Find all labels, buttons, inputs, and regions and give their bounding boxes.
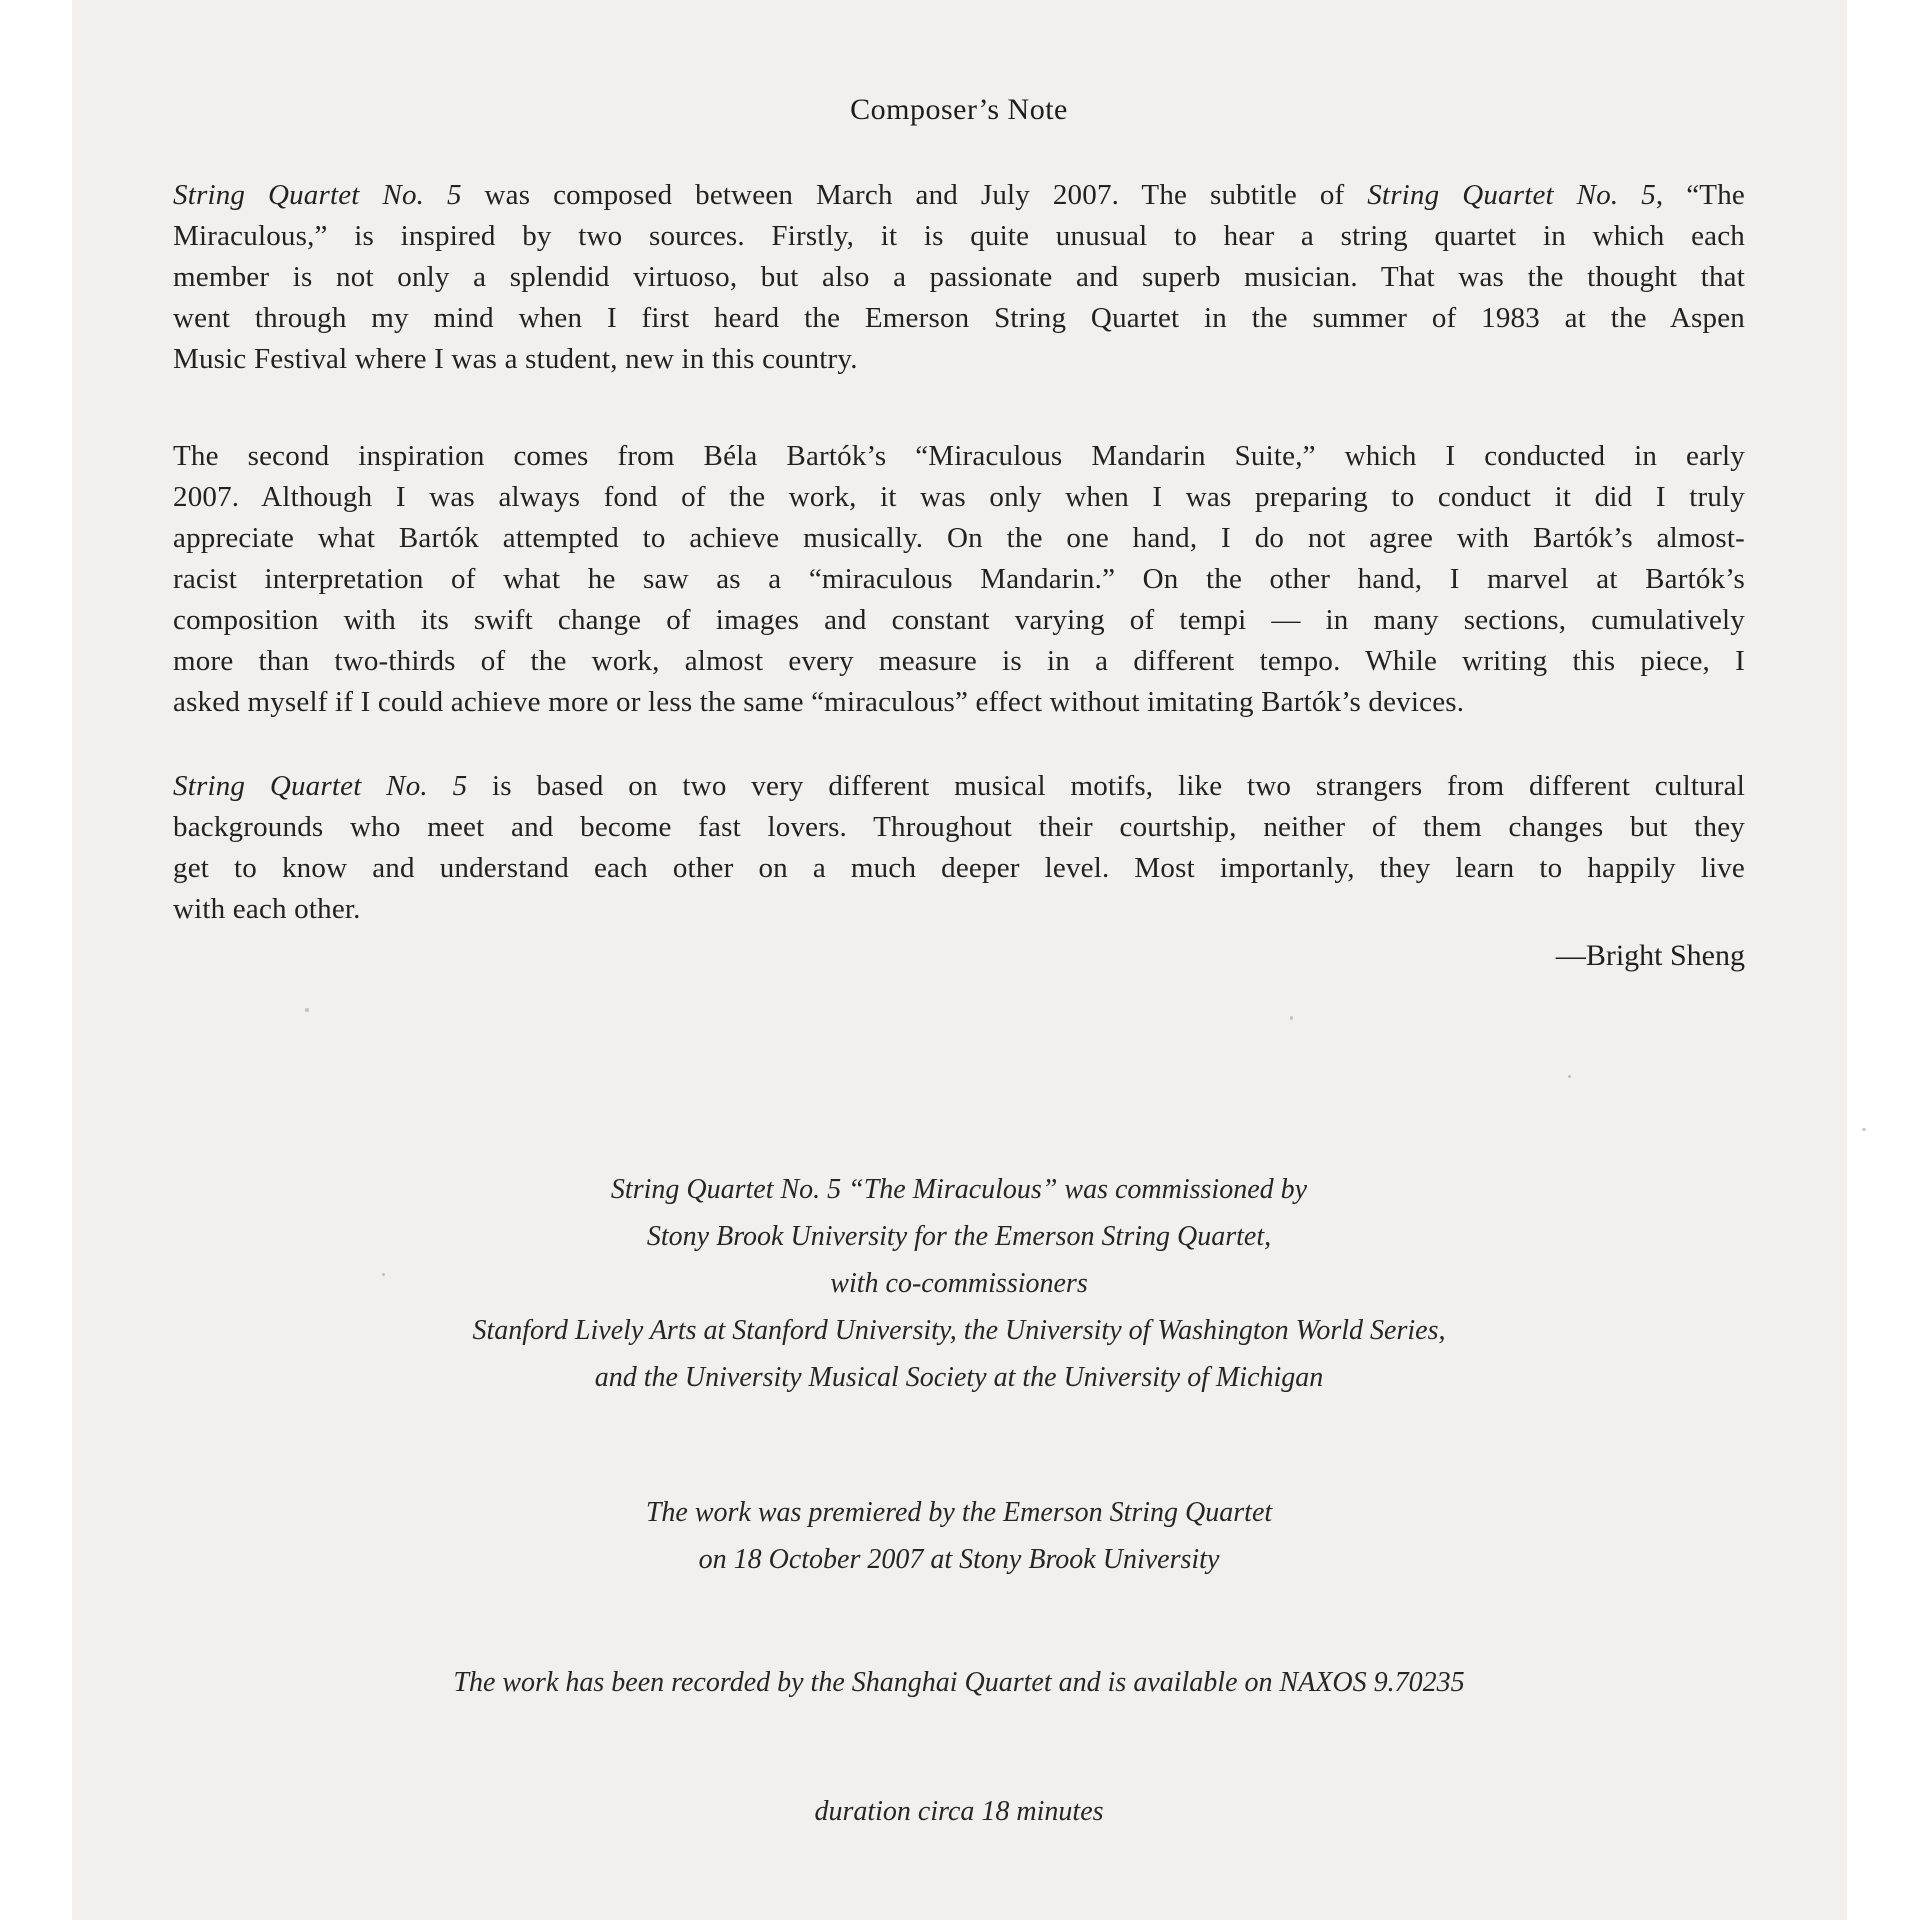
text-line: asked myself if I could achieve more or less the same “miraculous” effect without imitating Bartók’s devices. (173, 686, 1465, 718)
composer-note-paragraph-1 (173, 175, 1745, 380)
credit-line: with co-commissioners (830, 1268, 1088, 1299)
credit-line: String Quartet No. 5 “The Miraculous” was commissioned by (610, 1174, 1308, 1205)
credit-line: Stony Brook University for the Emerson String Quartet, (646, 1221, 1272, 1252)
page-title: Composer’s Note (850, 93, 1068, 126)
text-line: backgrounds who meet and become fast lovers. Throughout their courtship, neither of them changes but they (173, 811, 1745, 843)
scan-speck (1568, 1075, 1571, 1078)
text-line: racist interpretation of what he saw as a “miraculous Mandarin.” On the other hand, I marvel at Bartók’s (173, 563, 1745, 595)
text-line: with each other. (173, 893, 361, 925)
text-line: more than two-thirds of the work, almost every measure is in a different tempo. While writing this piece, I (173, 645, 1745, 677)
premiere-line: The work was premiered by the Emerson String Quartet (645, 1497, 1273, 1528)
text-line: String Quartet No. 5 is based on two very different musical motifs, like two strangers from different cultural (173, 770, 1745, 802)
text-line: String Quartet No. 5 was composed between March and July 2007. The subtitle of String Quartet No. 5, “The (173, 179, 1745, 211)
composer-note-paragraph-3 (173, 766, 1745, 930)
page-surface (72, 0, 1847, 1920)
premiere-line: on 18 October 2007 at Stony Brook University (698, 1544, 1220, 1575)
scan-speck (1862, 1128, 1866, 1131)
text-line: appreciate what Bartók attempted to achieve musically. On the one hand, I do not agree with Bartók’s almost- (173, 522, 1745, 554)
text-line: Miraculous,” is inspired by two sources. Firstly, it is quite unusual to hear a string quartet in which each (173, 220, 1745, 252)
author-signature: —Bright Sheng (1555, 939, 1745, 972)
scan-speck (382, 1273, 385, 1276)
text-line: Music Festival where I was a student, new in this country. (173, 343, 858, 375)
text-line: composition with its swift change of images and constant varying of tempi — in many sections, cumulatively (173, 604, 1745, 636)
text-line: get to know and understand each other on a much deeper level. Most importanly, they learn to happily live (173, 852, 1745, 884)
text-line: The second inspiration comes from Béla Bartók’s “Miraculous Mandarin Suite,” which I conducted in early (173, 440, 1745, 472)
commission-credits (173, 1166, 1745, 1401)
composer-note-paragraph-2 (173, 436, 1745, 723)
credit-line: and the University Musical Society at the University of Michigan (594, 1362, 1324, 1393)
premiere-note (173, 1489, 1745, 1583)
text-line: member is not only a splendid virtuoso, but also a passionate and superb musician. That was the thought that (173, 261, 1745, 293)
credit-line: Stanford Lively Arts at Stanford University, the University of Washington World Series, (472, 1315, 1446, 1346)
duration-note: duration circa 18 minutes (814, 1796, 1104, 1827)
recording-note: The work has been recorded by the Shanghai Quartet and is available on NAXOS 9.70235 (453, 1667, 1465, 1698)
text-line: went through my mind when I first heard the Emerson String Quartet in the summer of 1983 at the Aspen (173, 302, 1745, 334)
scan-speck (1290, 1016, 1293, 1020)
text-line: 2007. Although I was always fond of the work, it was only when I was preparing to conduct it did I truly (173, 481, 1745, 513)
scan-speck (305, 1008, 309, 1012)
